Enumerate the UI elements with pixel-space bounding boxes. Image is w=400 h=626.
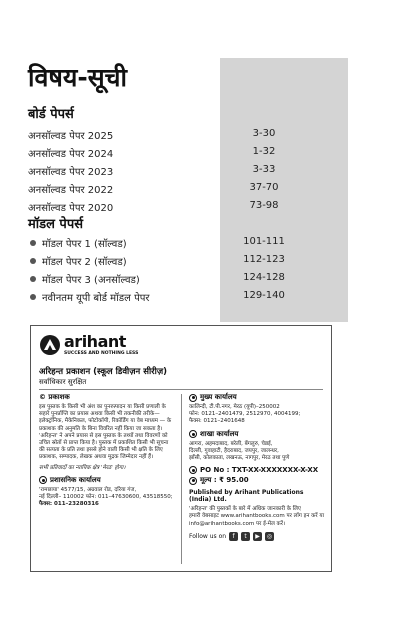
toc-row-pages: 1-32: [252, 146, 276, 157]
po-number-text: PO No : TXT-XX-XXXXXXX-X-XX: [200, 466, 319, 475]
page-title: विषय-सूची: [28, 63, 127, 92]
follow-us-label: Follow us on: [189, 532, 227, 540]
toc-row-label: अनसॉल्वड पेपर 2023: [28, 167, 114, 178]
office-icon: [39, 476, 47, 484]
toc-row-pages: 3-33: [252, 164, 276, 175]
toc-row-label: अनसॉल्वड पेपर 2025: [28, 131, 114, 142]
price-icon: [189, 477, 197, 485]
toc-row-pages: 112-123: [243, 254, 285, 265]
toc-row-pages: 73-98: [249, 200, 279, 211]
toc-row-pages: 101-111: [243, 236, 285, 247]
brand-name: arihant: [64, 332, 126, 351]
toc-row-label: मॉडल पेपर 2 (सॉल्वड): [42, 257, 127, 268]
brand-tagline: SUCCESS AND NOTHING LESS: [64, 351, 139, 356]
toc-row-label: नवीनतम यूपी बोर्ड मॉडल पेपर: [42, 293, 150, 304]
toc-row-pages: 37-70: [249, 182, 279, 193]
follow-us: [189, 532, 327, 541]
main-address-line: कालिन्दी, टी.पी.नगर, मेरठ (यूपी)–250002: [189, 404, 280, 410]
toc-row[interactable]: [28, 236, 294, 252]
toc-row-label: अनसॉल्वड पेपर 2022: [28, 185, 114, 196]
branch-office-heading: [189, 430, 327, 439]
imprint-left-column: [39, 393, 175, 512]
toc-row-label: अनसॉल्वड पेपर 2024: [28, 149, 114, 160]
imprint-right-column: [189, 393, 327, 541]
main-office-heading: [189, 393, 327, 402]
twitter-icon[interactable]: t: [241, 532, 250, 541]
publisher-text: इस पुस्तक के किसी भी अंश का पुनरुत्पादन या किसी प्रणाली के सहारे पुनर्प्राप्ति का प्रयास अथवा किसी भी तकनीकी तरीके—इलेक्ट्रॉनिक, मैकेनिकल, फोटोकॉपी, रिकॉर्डिंग या वेब माध्यम — के प्रकाशक की अनुमति के बिना विवरित नहीं किया जा सकता है। 'अरिहन्त' ने अपने प्रयास से इस पुस्तक के तथ्यों तथा विवरणों को उचित स्रोतों से प्राप्त किया है। पुस्तक में प्रकाशित किसी भी सूचना की सत्यता के प्रति तथा इससे होने वाली किसी भी क्षति के लिए प्रकाशक, सम्पादक, लेखक अथवा मुद्रक जिम्मेदार नहीं हैं।: [39, 404, 172, 461]
column-divider: [181, 394, 182, 564]
toc-row[interactable]: [28, 146, 294, 162]
imprint-box: [30, 325, 332, 572]
bullet-icon: [30, 258, 36, 264]
admin-address-line: 'रामछाया' 4577/15, अग्रवाल रोड, दरिया गंज,: [39, 486, 137, 493]
office-icon: [189, 394, 197, 402]
po-icon: [189, 466, 197, 474]
published-by: Published by Arihant Publications (India) Ltd.: [189, 489, 304, 504]
toc-row-pages: 124-128: [243, 272, 285, 283]
info-line: 'अरिहन्त' की पुस्तकों के बारे में अधिक जानकारी के लिए: [189, 506, 301, 513]
office-icon: [189, 430, 197, 438]
series-title: अरिहन्त प्रकाशन (स्कूल डिवीज़न सीरीज़): [39, 367, 168, 377]
branch-line: दिल्ली, गुवाहाटी, हैदराबाद, जयपुर, जालन्धर,: [189, 447, 279, 454]
price: [189, 476, 327, 485]
branch-line: आगरा, अहमदाबाद, बरेली, बेंगलुरु, चेन्नई,: [189, 440, 273, 447]
bullet-icon: [30, 240, 36, 246]
toc-row[interactable]: [28, 272, 294, 288]
price-text: मूल्य : ₹ 95.00: [200, 476, 249, 485]
rights-text: सर्वाधिकार सुरक्षित: [39, 378, 87, 386]
admin-fax-line: फैक्स: 011–23280316: [39, 501, 99, 508]
main-office-title: मुख्य कार्यालय: [200, 393, 237, 401]
divider: [39, 389, 323, 390]
toc-row[interactable]: [28, 254, 294, 270]
model-papers-heading: मॉडल पेपर्स: [28, 217, 83, 232]
po-number: [189, 466, 327, 474]
admin-office-title: प्रशासनिक कार्यालय: [50, 475, 101, 484]
publisher-heading: © प्रकाशक: [39, 393, 70, 401]
admin-address-line: नई दिल्ली– 110002 फोन: 011–47630600, 43518550;: [39, 494, 173, 501]
info-line[interactable]: हमारी वेबसाइट www.arihantbooks.com पर लॉग इन करें या: [189, 513, 324, 520]
toc-row-pages: 3-30: [252, 128, 276, 139]
main-fax-line: फैक्स: 0121–2401648: [189, 418, 245, 425]
toc-row[interactable]: [28, 182, 294, 198]
arihant-logo-icon: [39, 334, 61, 356]
bullet-icon: [30, 294, 36, 300]
bullet-icon: [30, 276, 36, 282]
info-line[interactable]: info@arihantbooks.com पर ई-मेल करें।: [189, 520, 286, 527]
branch-office-title: शाखा कार्यालय: [200, 429, 239, 438]
jurisdiction-note: सभी प्रतिवादों का न्यायिक क्षेत्र 'मेरठ' होगा।: [39, 464, 126, 471]
toc-row-label: अनसॉल्वड पेपर 2020: [28, 203, 114, 214]
toc-row-label: मॉडल पेपर 3 (अनसॉल्वड): [42, 275, 140, 286]
branch-line: झाँसी, कोलकाता, लखनऊ, नागपुर, मेरठ तथा पुणे: [189, 455, 290, 462]
admin-office-heading: [39, 476, 175, 485]
youtube-icon[interactable]: ▶: [253, 532, 262, 541]
toc-row[interactable]: [28, 128, 294, 144]
toc-row-pages: 129-140: [243, 290, 285, 301]
board-papers-heading: बोर्ड पेपर्स: [28, 107, 74, 122]
instagram-icon[interactable]: ◎: [266, 532, 273, 540]
main-phone-line: फोन: 0121–2401479, 2512970, 4004199;: [189, 411, 301, 418]
toc-row-label: मॉडल पेपर 1 (सॉल्वड): [42, 239, 127, 250]
toc-row[interactable]: [28, 290, 294, 306]
toc-row[interactable]: [28, 164, 294, 180]
facebook-icon[interactable]: f: [229, 532, 238, 541]
